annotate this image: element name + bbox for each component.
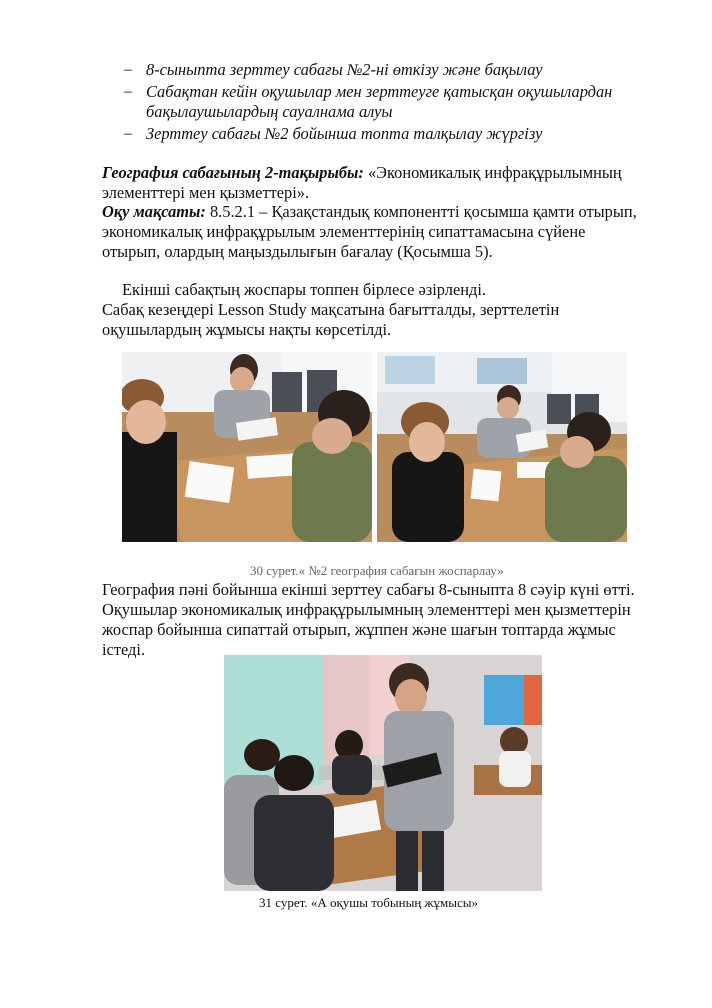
figure-30-caption: 30 сурет.« №2 география сабағын жоспарлау» (250, 563, 504, 578)
photo-planning-left (122, 352, 372, 542)
objective-line-3: отырып, олардың маңыздылығын бағалау (Қосымша 5). (102, 242, 493, 261)
paragraph-2-line-1: География пәні бойынша екінші зерттеу сабағы 8-сыныпта 8 сәуір күні өтті. (102, 580, 635, 599)
objective-line-2: экономикалық инфрақұрылым элементтерінің сипаттамасына сүйене (102, 222, 586, 241)
bullet-item-1: 8-сыныпта зерттеу сабағы №2-ні өткізу және бақылау (146, 60, 543, 79)
bullet-item-2-line-1: Сабақтан кейін оқушылар мен зерттеуге қатысқан оқушылардан (146, 82, 613, 101)
objective-text: 8.5.2.1 – Қазақстандық компонентті қосымша қамти отырып, (205, 202, 637, 221)
bullet-item-3: Зерттеу сабағы №2 бойынша топта талқылау жүргізу (146, 124, 543, 143)
paragraph-2-line-2: Оқушылар экономикалық инфрақұрылымның элементтері мен қызметтерін (102, 600, 631, 619)
paragraph-1-line-1: Екінші сабақтың жоспары топпен бірлесе әзірленді. (122, 280, 487, 299)
bullet-marker: – (124, 83, 132, 100)
paragraph-1-line-3: оқушылардың жұмысы нақты көрсетілді. (102, 320, 392, 339)
topic-line-2: элементтері мен қызметтері». (102, 183, 310, 202)
objective-label: Оқу мақсаты: (102, 202, 206, 221)
bullet-marker: – (124, 61, 132, 78)
paragraph-2-line-4: істеді. (102, 640, 146, 659)
paragraph-2-line-3: жоспар бойынша сипаттай отырып, жұппен және шағын топтарда жұмыс (102, 620, 616, 639)
topic-line-1 (102, 163, 622, 183)
bullet-item-2-line-2: бақылаушылардың сауалнама алуы (146, 102, 393, 121)
paragraph-1-line-2: Сабақ кезеңдері Lesson Study мақсатына бағытталды, зерттелетін (102, 300, 560, 319)
topic-text: «Экономикалық инфрақұрылымның (363, 163, 622, 182)
photo-group-work (224, 655, 542, 891)
figure-31-caption: 31 сурет. «А оқушы тобының жұмысы» (259, 895, 478, 910)
photo-planning-right (377, 352, 627, 542)
bullet-marker: – (124, 125, 132, 142)
objective-line-1 (102, 202, 637, 222)
topic-label: География сабағының 2-тақырыбы: (102, 163, 364, 182)
